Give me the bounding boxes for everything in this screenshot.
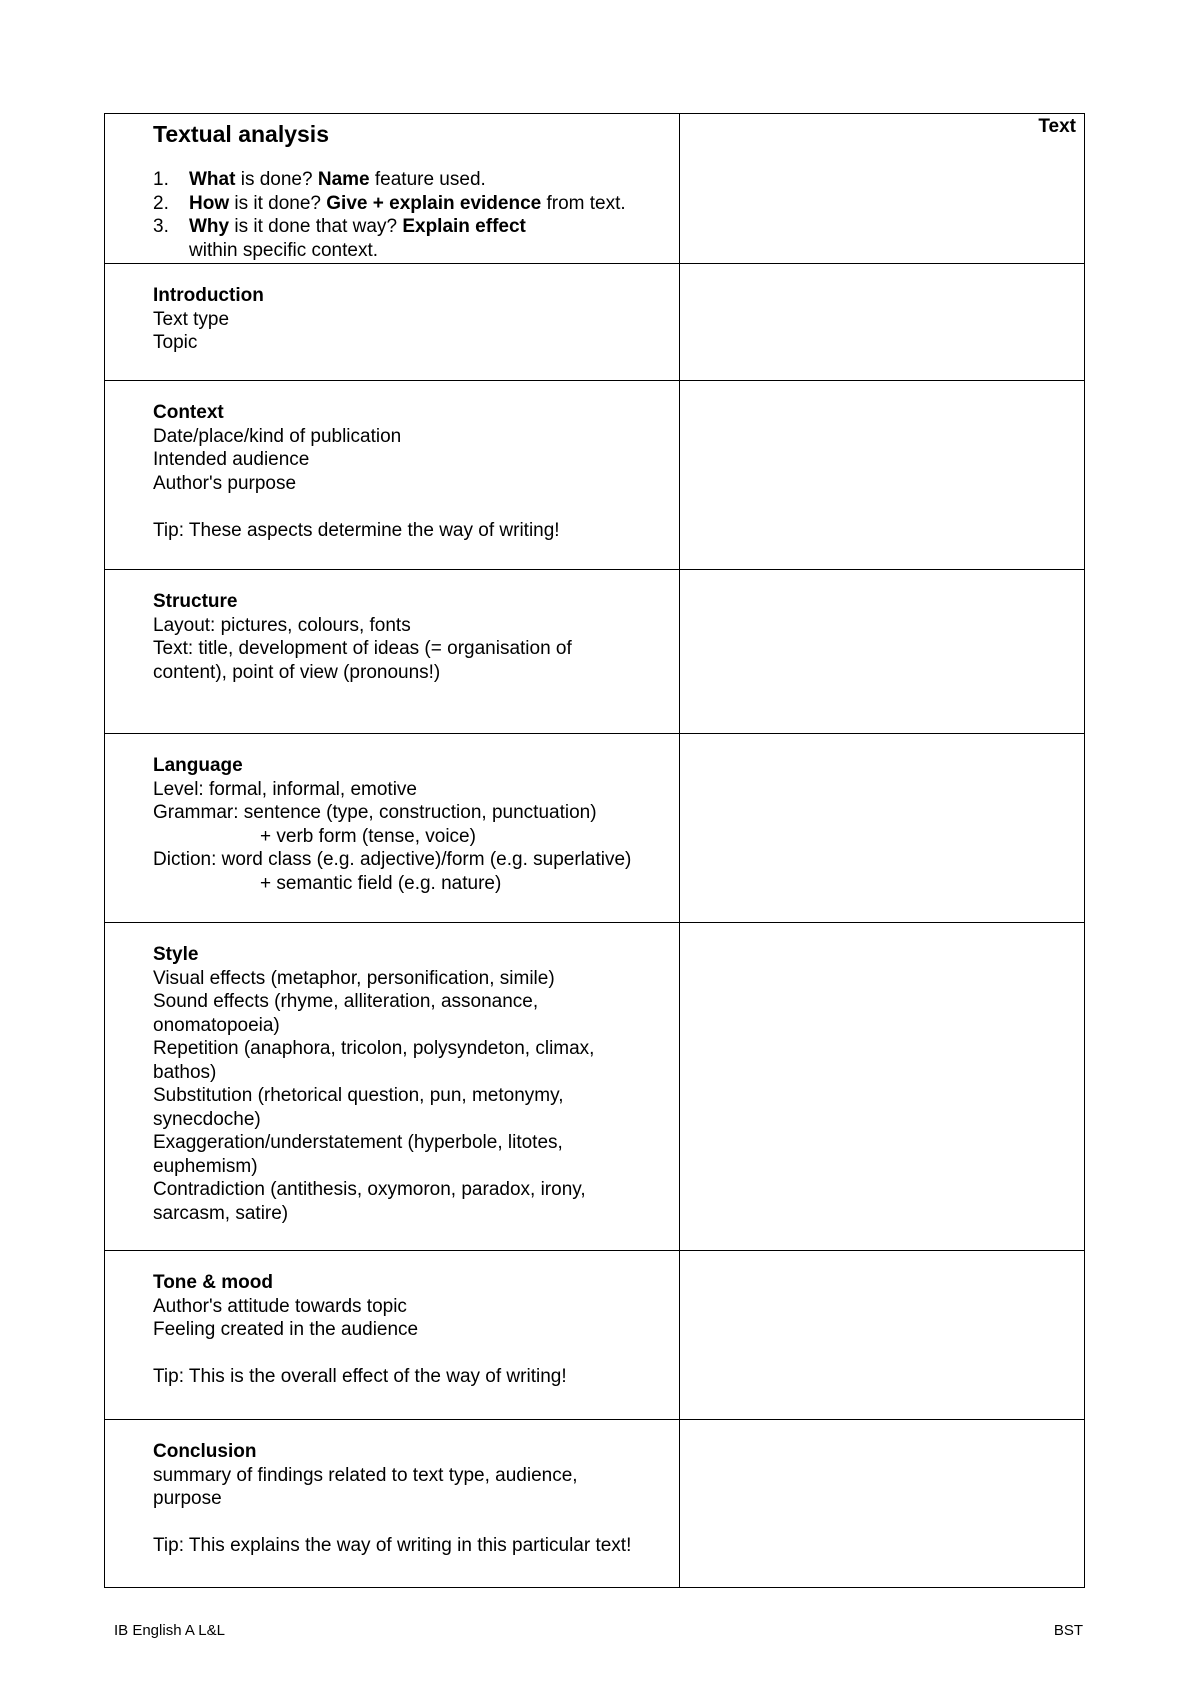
section-title: Structure (153, 591, 238, 612)
answer-cell[interactable] (680, 570, 1085, 734)
section-title: Language (153, 755, 243, 776)
answer-cell[interactable] (680, 1251, 1085, 1420)
section-line: Exaggeration/understatement (hyperbole, litotes, euphemism) (153, 1132, 563, 1177)
section-line: Author's purpose (153, 472, 297, 494)
section-line: Text type (153, 308, 230, 330)
answer-cell[interactable] (680, 1420, 1085, 1588)
section-line: summary of findings related to text type, audience, purpose (153, 1464, 578, 1509)
section-title: Context (153, 402, 224, 423)
answer-cell[interactable] (680, 264, 1085, 381)
question-number: 3. (153, 216, 169, 237)
language-cell (105, 734, 680, 923)
question-keyword: Name (317, 169, 370, 190)
section-title: Style (153, 944, 199, 965)
structure-cell (105, 570, 680, 734)
section-title: Conclusion (153, 1441, 257, 1462)
style-row (105, 923, 1085, 1251)
question-keyword: Explain effect (402, 216, 526, 237)
section-line: Topic (153, 332, 198, 353)
analysis-table (104, 113, 1085, 1588)
section-title: Introduction (153, 285, 264, 306)
section-line: Date/place/kind of publication (153, 425, 402, 447)
question-list (153, 168, 669, 262)
section-line: Repetition (anaphora, tricolon, polysyndeton, climax, bathos) (153, 1038, 595, 1083)
section-line: Author's attitude towards topic (153, 1295, 407, 1317)
context-cell (105, 381, 680, 570)
tone-row (105, 1251, 1085, 1420)
section-line: Intended audience (153, 449, 310, 470)
question-text: is done? (235, 169, 318, 190)
introduction-row (105, 264, 1085, 381)
section-line: Contradiction (antithesis, oxymoron, paradox, irony, sarcasm, satire) (153, 1179, 586, 1224)
section-line: Visual effects (metaphor, personification, simile) (153, 967, 555, 989)
question-text: is it done that way? (229, 216, 403, 237)
question-item (153, 168, 669, 192)
section-line: Text: title, development of ideas (= organisation of content), point of view (pronouns!) (153, 638, 572, 683)
section-tip: Tip: These aspects determine the way of writing! (153, 519, 560, 541)
section-line: + semantic field (e.g. nature) (260, 872, 502, 894)
footer-course: IB English A L&L (114, 1622, 225, 1639)
question-item (153, 192, 669, 216)
context-row (105, 381, 1085, 570)
page-title: Textual analysis (153, 121, 329, 147)
section-tip: Tip: This is the overall effect of the way of writing! (153, 1366, 567, 1387)
question-keyword: Give + explain evidence (326, 192, 542, 214)
question-text: is it done? (229, 192, 327, 214)
question-text: from text. (541, 192, 626, 214)
language-row (105, 734, 1085, 923)
section-line: Sound effects (rhyme, alliteration, assonance, onomatopoeia) (153, 991, 539, 1036)
section-line: Feeling created in the audience (153, 1319, 419, 1340)
section-line: Grammar: sentence (type, construction, punctuation) (153, 802, 597, 823)
answer-cell[interactable] (680, 734, 1085, 923)
introduction-cell (105, 264, 680, 381)
section-line: Diction: word class (e.g. adjective)/form (e.g. superlative) (153, 849, 632, 870)
section-line: + verb form (tense, voice) (260, 825, 476, 847)
answer-cell[interactable] (680, 923, 1085, 1251)
footer-author: BST (1053, 1622, 1083, 1639)
section-line: Substitution (rhetorical question, pun, metonymy, synecdoche) (153, 1085, 564, 1130)
section-tip: Tip: This explains the way of writing in this particular text! (153, 1535, 632, 1556)
header-left-cell (105, 114, 680, 264)
section-title: Tone & mood (153, 1272, 273, 1293)
conclusion-row (105, 1420, 1085, 1588)
question-number: 2. (153, 192, 169, 214)
answer-cell[interactable] (680, 381, 1085, 570)
header-row (105, 114, 1085, 264)
conclusion-cell (105, 1420, 680, 1588)
question-keyword: Why (189, 216, 230, 237)
question-number: 1. (153, 169, 169, 190)
question-text: within specific context. (189, 239, 379, 261)
question-keyword: What (189, 169, 236, 190)
tone-cell (105, 1251, 680, 1420)
style-cell (105, 923, 680, 1251)
section-line: Level: formal, informal, emotive (153, 778, 417, 800)
section-line: Layout: pictures, colours, fonts (153, 614, 411, 636)
question-item (153, 215, 669, 262)
question-text: feature used. (369, 169, 486, 190)
question-keyword: How (189, 192, 230, 214)
structure-row (105, 570, 1085, 734)
text-column-header: Text (680, 114, 1085, 264)
